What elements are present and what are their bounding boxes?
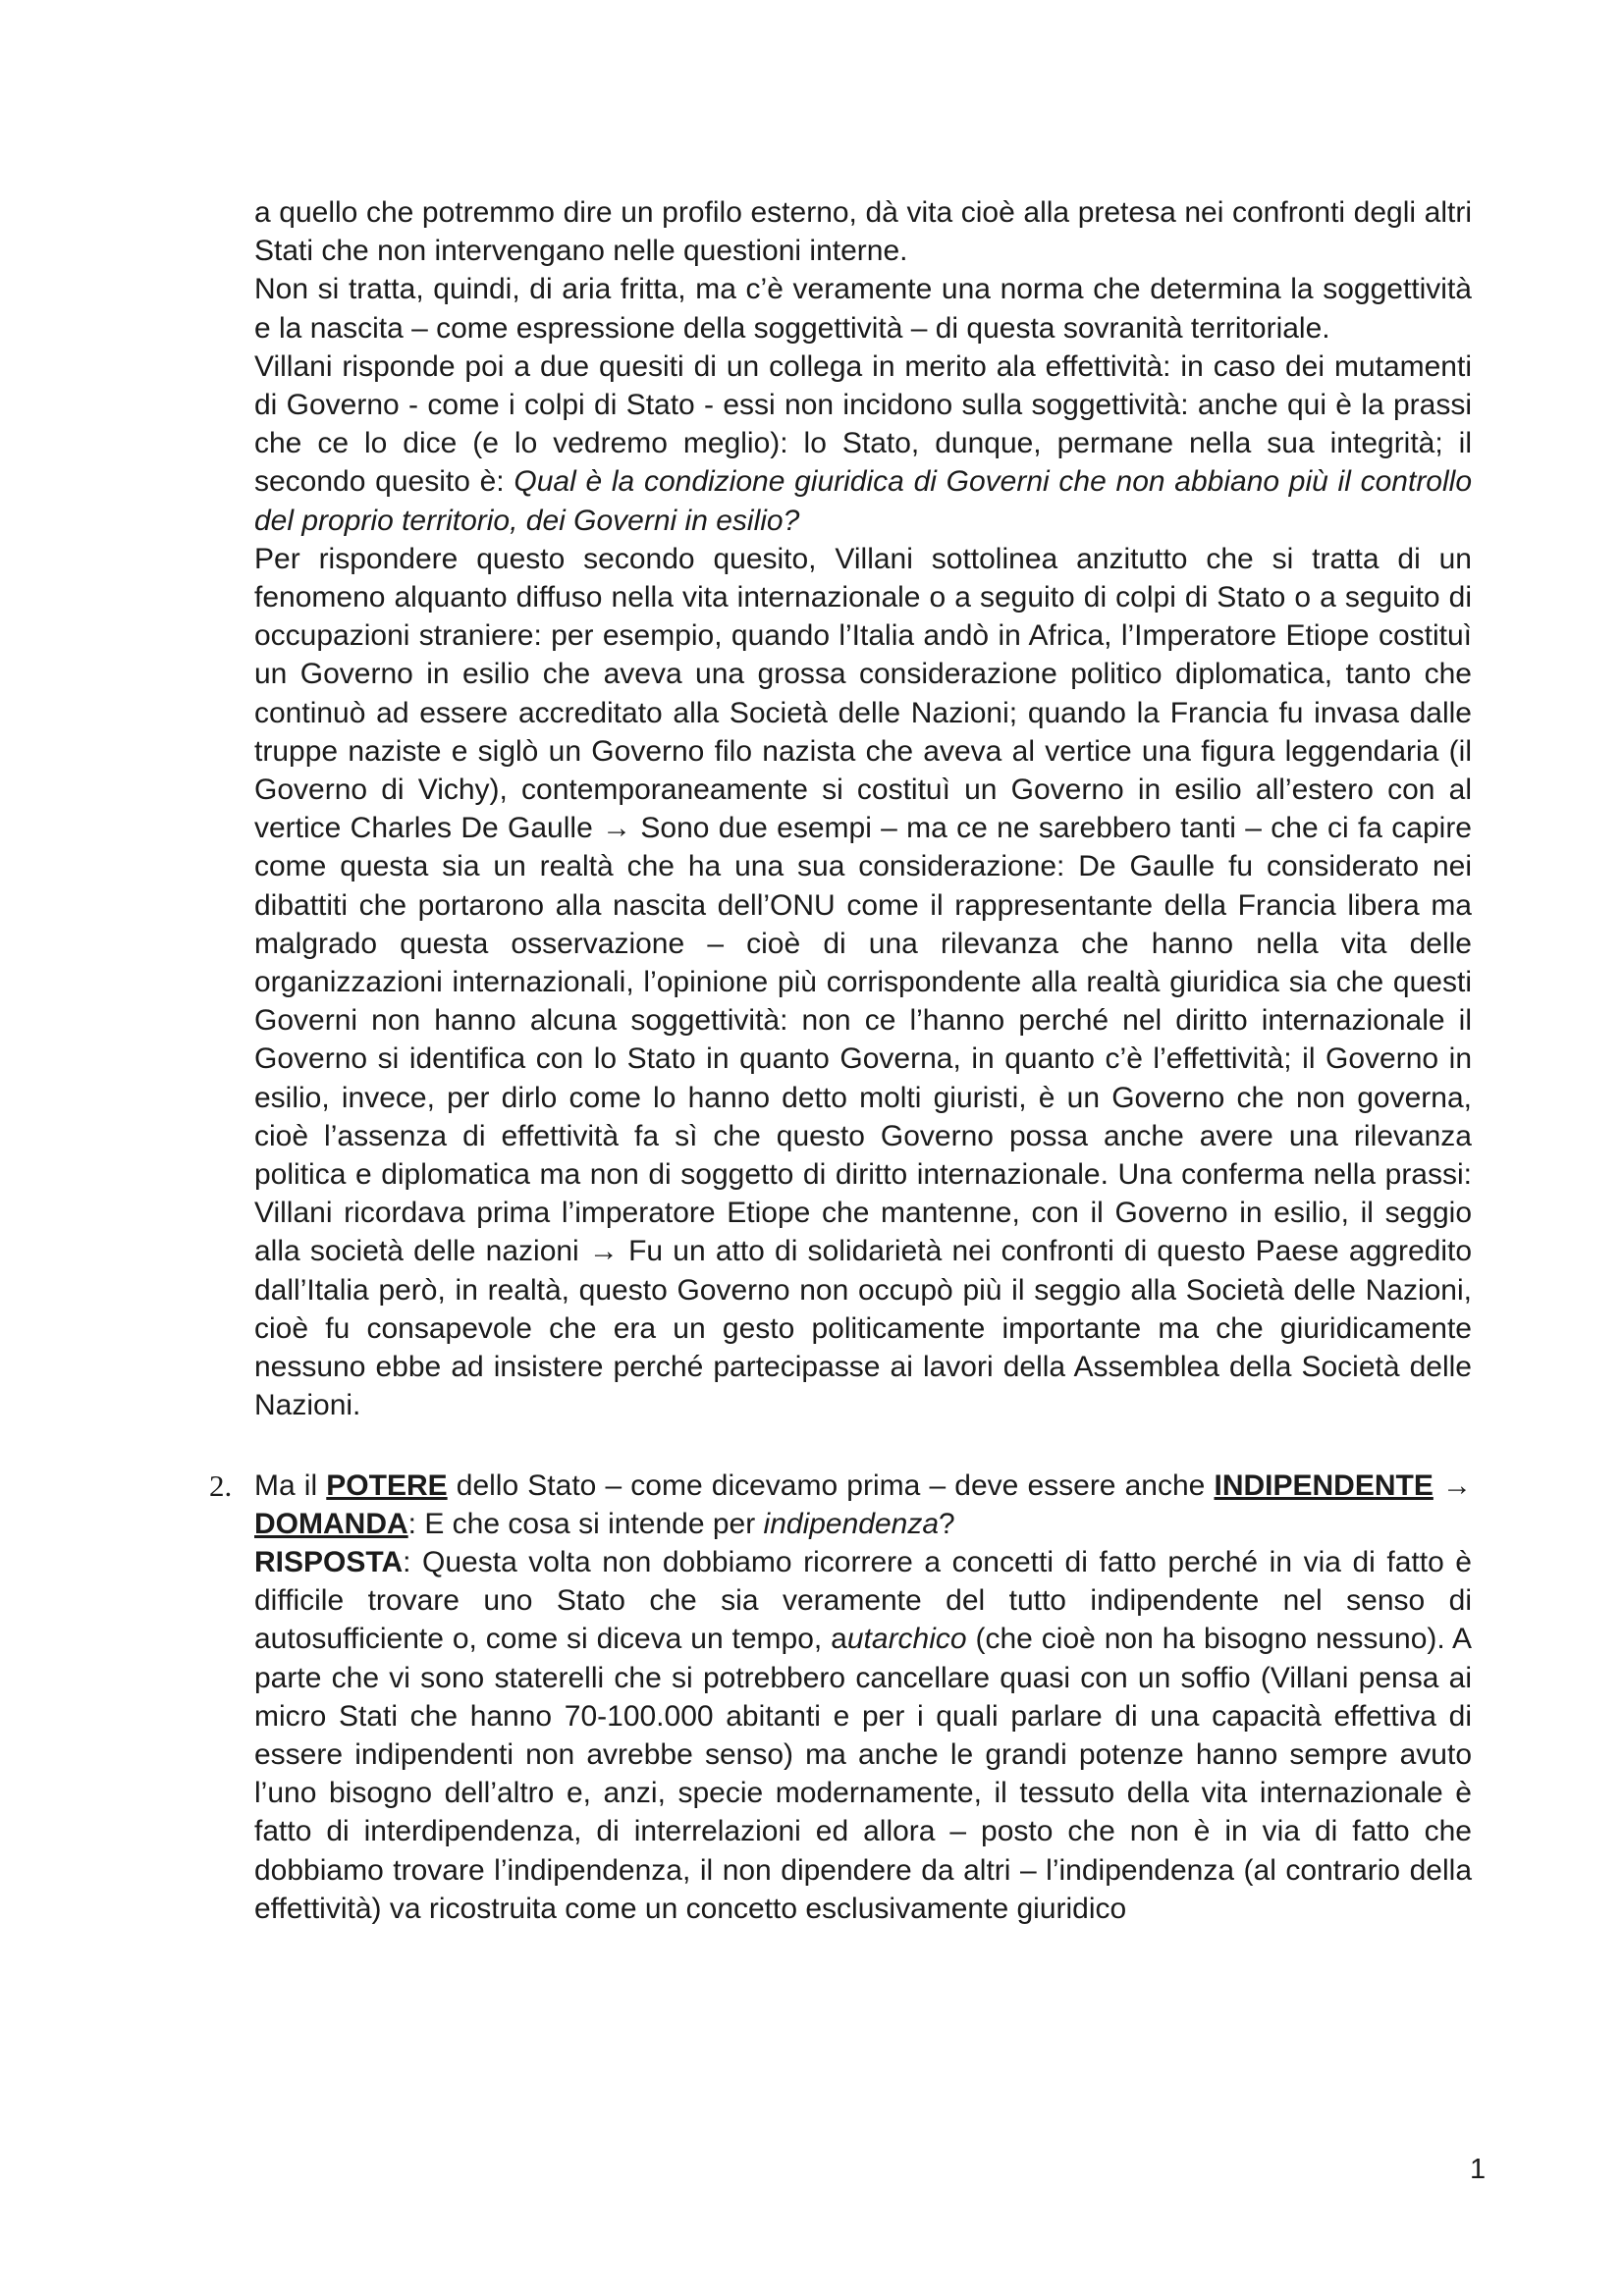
keyword-indipendente: INDIPENDENTE <box>1214 1468 1434 1502</box>
list-number: 2. <box>209 1468 233 1503</box>
paragraph <box>254 1467 1472 1928</box>
keyword-potere: POTERE <box>326 1468 448 1502</box>
arrow-icon: → <box>602 812 632 845</box>
paragraph-text: Per rispondere questo secondo quesito, Villani sottolinea anzitutto che si tratta di un fenomeno alquanto diffuso nella vita internazionale o a seguito di colpi di Stato o a seguito di occupazioni straniere: per esempio, quando l’Italia andò in Africa, l’Imperatore Etiope costituì un Governo in esilio che aveva una grossa considerazione politico diplomatica, tanto che continuò ad essere accreditato alla Società delle Nazioni; quando la Francia fu invasa dalle truppe naziste e siglò un Governo filo nazista che aveva al vertice una figura leggendaria (il Governo di Vichy), contemporaneamente si costituì un Governo in esilio all’estero con al vertice Charles De Gaulle <box>254 542 1472 845</box>
text: : Questa volta non dobbiamo ricorrere a concetti di fatto perché in via di fatto è difficile trovare uno Stato che sia veramente del tutto indipendente nel senso di autosufficiente o, come si diceva un tempo, a <box>254 1545 1472 1656</box>
italic-term: indipendenza <box>763 1507 940 1540</box>
paragraph-text: Fu un atto di solidarietà nei confronti di questo Paese aggredito dall’Italia però, in realtà, questo Governo non occupò più il seggio alla Società delle Nazioni, cioè fu consapevole che era un gesto politicamente importante ma che giuridicamente nessuno ebbe ad insistere perché partecipasse ai lavori della Assemblea della Società delle Nazioni. <box>254 1235 1473 1422</box>
italic-question: Qual è la condizione giuridica di Governi che non abbiano più il controllo del proprio territorio, dei Governi in esilio? <box>254 465 1473 537</box>
arrow-icon: → <box>1442 1468 1472 1502</box>
paragraph: a quello che potremmo dire un profilo esterno, dà vita cioè alla pretesa nei confronti degli altri Stati che non intervengano nelle questioni interne. <box>254 196 1472 268</box>
italic-term: utarchico <box>846 1623 967 1656</box>
paragraph-text: Sono due esempi – ma ce ne sarebbero tanti – che ci fa capire come questa sia un realtà che ha una sua considerazione: De Gaulle fu considerato nei dibattiti che portarono alla nascita dell’ONU come il rappresentante della Francia libera ma malgrado questa osservazione – cioè di una rilevanza che hanno nella vita delle organizzazioni internazionali, l’opinione più corrispondente alla realtà giuridica sia che questi Governi non hanno alcuna soggettività: non ce l’hanno perché nel diritto internazionale il Governo si identifica con lo Stato in quanto Governa, in quanto c’è l’effettività; il Governo in esilio, invece, per dirlo come lo hanno detto molti giuristi, è un Governo che non governa, cioè l’assenza di effettività fa sì che questo Governo possa anche avere una rilevanza politica e diplomatica ma non di soggetto di diritto internazionale. Una conferma nella prassi: Villani ricordava prima l’imperatore Etiope che mantenne, con il Governo in esilio, il seggio alla società delle nazioni <box>254 812 1472 1268</box>
keyword-domanda: DOMANDA <box>254 1507 408 1540</box>
text: dello Stato – come dicevamo prima – deve essere anche <box>447 1468 1215 1502</box>
text: ? <box>939 1507 955 1540</box>
text: : E che cosa si intende per <box>407 1507 764 1540</box>
paragraph <box>254 347 1472 540</box>
page-number: 1 <box>1470 2154 1487 2185</box>
text: Ma il <box>254 1468 327 1502</box>
paragraph <box>254 540 1472 1425</box>
section-spacer <box>254 1425 1472 1467</box>
text: (che cioè non ha bisogno nessuno). A parte che vi sono staterelli che si potrebbero cancellare quasi con un soffio (Villani pensa ai micro Stati che hanno 70-100.000 abitanti e per i quali parlare di una capacità effettiva di essere indipendenti non avrebbe senso) ma anche le grandi potenze hanno sempre avuto l’uno bisogno dell’altro e, anzi, specie modernamente, il tessuto della vita internazionale è fatto di interdipendenza, di interrelazioni ed allora – posto che non è in via di fatto che dobbiamo trovare l’indipendenza, il non dipendere da altri – l’indipendenza (al contrario della effettività) va ricostruita come un concetto esclusivamente giuridico <box>254 1623 1472 1925</box>
list-item-2 <box>209 1467 1472 1928</box>
arrow-icon: → <box>588 1235 619 1268</box>
keyword-risposta: RISPOSTA <box>254 1545 404 1578</box>
paragraph: Non si tratta, quindi, di aria fritta, ma c’è veramente una norma che determina la soggettività e la nascita – come espressione della soggettività – di questa sovranità territoriale. <box>254 273 1472 345</box>
paragraph-text: Villani risponde poi a due quesiti di un collega in merito ala effettività: in caso dei mutamenti di Governo - come i colpi di Stato - essi non incidono sulla soggettività: anche qui è la prassi che ce lo dice (e lo vedremo meglio): lo Stato, dunque, permane nella sua integrità; il secondo quesito è: <box>254 349 1472 499</box>
body-text <box>209 193 1473 1928</box>
